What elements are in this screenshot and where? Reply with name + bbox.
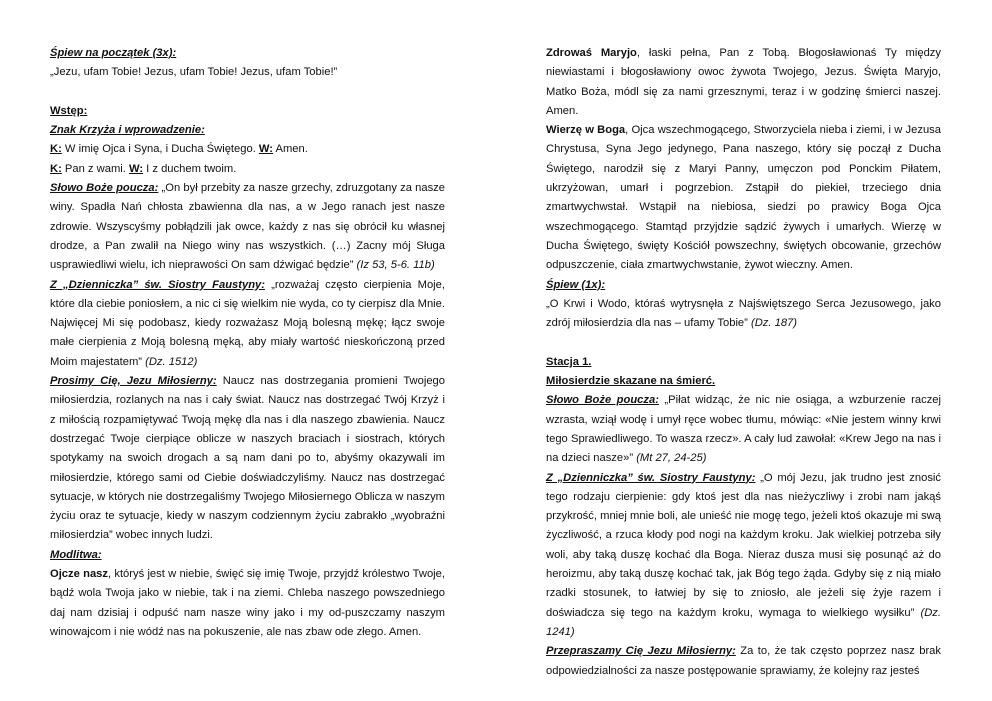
opening-song-heading: Śpiew na początek (3x):: [50, 47, 177, 59]
creed-label: Wierzę w Boga: [546, 124, 626, 137]
our-father-label: Ojcze nasz: [50, 568, 108, 581]
word-of-god-paragraph: [50, 179, 445, 275]
hail-mary-paragraph: [546, 44, 941, 121]
word-of-god-label: Słowo Boże poucza:: [50, 182, 159, 195]
station-subtitle: Miłosierdzie skazane na śmierć.: [546, 375, 716, 388]
priest-text: W imię Ojca i Syna, i Ducha Świętego.: [61, 143, 259, 156]
sign-of-cross-heading: Znak Krzyża i wprowadzenie:: [50, 124, 205, 137]
song-reference: (Dz. 187): [751, 317, 798, 330]
word-of-god-reference: (Iz 53, 5-6. 11b): [356, 259, 435, 272]
people-label: W:: [128, 162, 144, 175]
song-paragraph: [546, 295, 941, 334]
diary-label: Z „Dzienniczka” św. Siostry Faustyny:: [50, 278, 265, 291]
apology-label: Przepraszamy Cię Jezu Miłosierny:: [546, 645, 736, 658]
people-label: W:: [258, 143, 274, 156]
people-text: Amen.: [273, 143, 308, 156]
diary-paragraph: [50, 276, 445, 372]
petition-label: Prosimy Cię, Jezu Miłosierny:: [50, 375, 217, 388]
word-of-god-text: „On był przebity za nasze grzechy, zdruzgotany za nasze winy. Spadła Nań chłosta zbawienna dla nas, a w Jego ranach jest nasze zdrowie. Wszyscyśmy pobłądzili jak owce, każdy z nas się obrócił ku własnej drodze, a Pan zwalił na Niego winy nas wszystkich. (…) Zacny mój Sługa usprawiedliwi wielu, ich nieprawości On sam dźwigać będzie”: [50, 182, 445, 272]
priest-text: Pan z wami.: [61, 162, 129, 175]
our-father-paragraph: [50, 565, 445, 642]
diary-reference: (Dz. 1241): [546, 606, 941, 638]
diary-paragraph: [546, 469, 941, 643]
word-of-god-reference: (Mt 27, 24-25): [636, 452, 707, 465]
opening-song-text: „Jezu, ufam Tobie! Jezus, ufam Tobie! Jezus, ufam Tobie!”: [50, 66, 338, 79]
creed-paragraph: [546, 121, 941, 275]
our-father-text: , któryś jest w niebie, święć się imię Twoje, przyjdź królestwo Twoje, bądź wola Twoja jako w niebie, tak i na ziemi. Chleba naszego powszedniego daj nam dzisiaj i odpuść nam nasze winy jako i my od-puszczamy naszym winowajcom i nie wódź nas na pokuszenie, ale nas zbaw ode złego. Amen.: [50, 568, 445, 638]
word-of-god-text: „Piłat widząc, że nic nie osiąga, a wzburzenie raczej wzrasta, wziął wodę i umył ręce wobec tłumu, mówiąc: «Nie jestem winny krwi tego Sprawiedliwego. To wasza rzecz». A cały lud zawołał: «Krew Jego na nas i na dzieci nasze»”: [546, 394, 941, 465]
apology-paragraph: [546, 642, 941, 681]
left-column: [50, 44, 445, 642]
priest-label: K:: [50, 143, 62, 156]
creed-text: , Ojca wszechmogącego, Stworzyciela nieba i ziemi, i w Jezusa Chrystusa, Syna Jego jedynego, Pana naszego, który się począł z Ducha Świętego, narodził się z Maryi Panny, umęczon pod Ponckim Piłatem, ukrzyżowan, umarł i pogrzebion. Zstąpił do piekieł, trzeciego dnia zmartwychwstał. Wstąpił na niebiosa, siedzi po prawicy Boga Ojca wszechmogącego. Stamtąd przyjdzie sądzić żywych i umarłych. Wierzę w Ducha Świętego, święty Kościół powszechny, świętych obcowanie, grzechów odpuszczenie, ciała zmartwychwstanie, żywot wieczny. Amen.: [546, 124, 941, 272]
prayer-heading: Modlitwa:: [50, 548, 102, 561]
right-column: [546, 44, 941, 681]
priest-label: K:: [50, 162, 62, 175]
petition-text: Naucz nas dostrzegania promieni Twojego miłosierdzia, rozlanych na nas i cały świat. Naucz nas dostrzegać Twój Krzyż i z miłością rozpamiętywać Twoją mękę dla nas i dla naszego zbawienia. Naucz dostrzegać Twoje cierpiące oblicze w naszych braciach i siostrach, których spotykamy na swoich drogach a są nam dani po to, abyśmy okazywali im miłosierdzie, którego sami od Ciebie doświadczyliśmy. Naucz nas dostrzegać sytuacje, w których nie dostrzegaliśmy Twojego Miłosiernego Oblicza w naszym życiu oraz te sytuacje, kiedy w naszym codziennym życiu zabrakło „wyobraźni miłosierdzia” wobec innych ludzi.: [50, 375, 445, 542]
station-heading: Stacja 1.: [546, 355, 592, 368]
intro-heading: Wstęp:: [50, 104, 88, 117]
petition-paragraph: [50, 372, 445, 546]
word-of-god-paragraph: [546, 391, 941, 468]
people-text: I z duchem twoim.: [143, 162, 237, 175]
dialogue-line-2: [50, 160, 445, 179]
hail-mary-label: Zdrowaś Maryjo: [546, 47, 637, 59]
apology-text: Za to, że tak często poprzez nasz brak odpowiedzialności za nasze postępowanie sprawiamy, że kolejny raz jesteś: [546, 645, 941, 677]
diary-label: Z „Dzienniczka” św. Siostry Faustyny:: [546, 471, 756, 484]
word-of-god-label: Słowo Boże poucza:: [546, 394, 659, 407]
spacer: [50, 83, 445, 102]
diary-text: „rozważaj często cierpienia Moje, które dla ciebie poniosłem, a nic ci się wielkim nie wyda, co ty cierpisz dla Mnie. Najwięcej Mi się podobasz, kiedy rozważasz Moją bolesną mękę; łącz swoje małe cierpienia z Moją bolesną męką, aby miały wartość nieskończoną przed Moim majestatem”: [50, 278, 445, 368]
hail-mary-text: , łaski pełna, Pan z Tobą. Błogosławionaś Ty między niewiastami i błogosławiony owoc żywota Twojego, Jezus. Święta Maryjo, Matko Boża, módl się za nami grzesznymi, teraz i w godzinę śmierci naszej. Amen.: [546, 47, 941, 117]
dialogue-line-1: [50, 140, 445, 159]
diary-reference: (Dz. 1512): [145, 355, 198, 368]
spacer: [546, 333, 941, 352]
song-heading: Śpiew (1x):: [546, 278, 606, 291]
song-text: „O Krwi i Wodo, któraś wytrysnęła z Najświętszego Serca Jezusowego, jako zdrój miłosierdzia dla nas – ufamy Tobie”: [546, 297, 941, 330]
diary-text: „O mój Jezu, jak trudno jest znosić tego rodzaju cierpienie: gdy ktoś jest dla nas nieżyczliwy i zrobi nam jakąś przykrość, mniej mnie boli, ale unieść nie mogę tego, jeżeli ktoś okazuje mi swą życzliwość, a rzuca kłody pod nogi na każdym kroku. Jak wielkiej potrzeba siły woli, aby taką duszę kochać dla Boga. Nieraz dusza musi się posunąć aż do heroizmu, aby taką duszę kochać tak, jak Bóg tego żąda. Gdyby się z nią miało rzadki stosunek, to łatwiej by się to zniosło, ale jeżeli się żyje razem i doświadcza się tego na każdym kroku, wymaga to wielkiego wysiłku”: [546, 471, 941, 619]
